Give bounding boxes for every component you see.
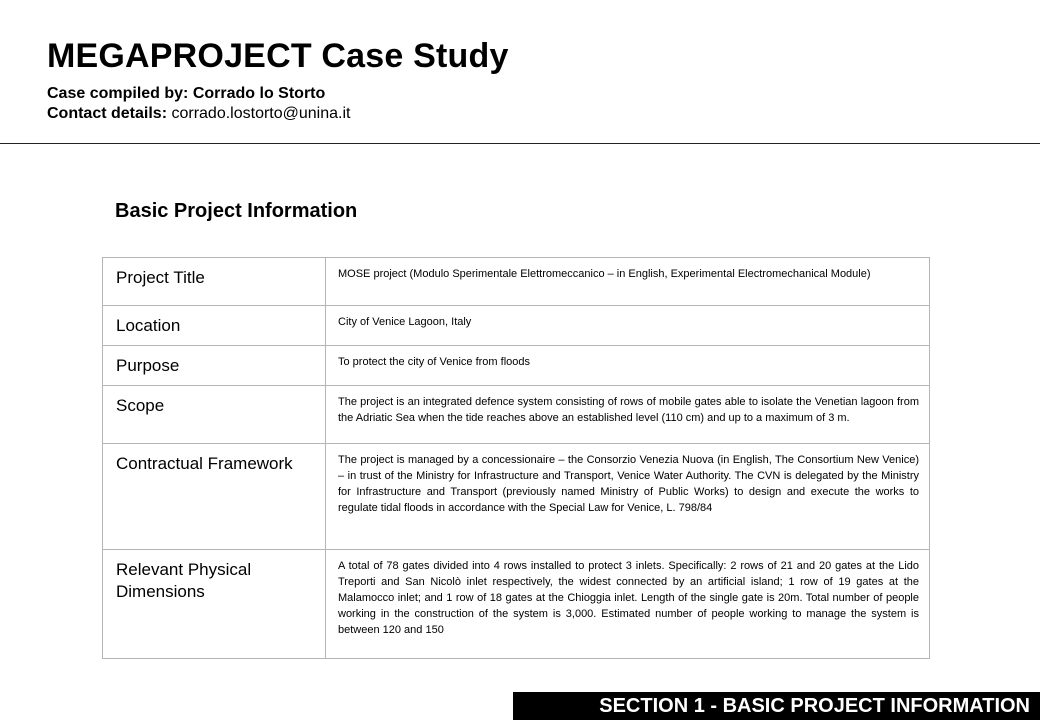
project-info-table <box>102 257 930 659</box>
table-row <box>103 306 930 346</box>
table-row <box>103 258 930 306</box>
table-row <box>103 444 930 550</box>
table-row <box>103 550 930 659</box>
contact-value: corrado.lostorto@unina.it <box>171 105 351 122</box>
compiled-by-value: Corrado lo Storto <box>192 85 326 102</box>
row-value-physical-dimensions: A total of 78 gates divided into 4 rows installed to protect 3 inlets. Specifically: 2 rows of 21 and 20 gates at the Lido Treporti and San Nicolò inlet respectively, the widest connected by an artificial island; 1 row of 19 gates at the Malamocco inlet; and 1 row of 18 gates at the Chioggia inlet. Length of the single gate is 20m. Total number of people working in the construction of the system is 3,000. Estimated number of people working to manage the system is between 120 and 150 <box>326 550 930 659</box>
header-divider <box>0 143 1040 144</box>
row-value-purpose: To protect the city of Venice from floods <box>326 346 930 386</box>
row-label-physical-dimensions: Relevant Physical Dimensions <box>103 550 326 659</box>
row-value-location: City of Venice Lagoon, Italy <box>326 306 930 346</box>
row-label-contractual-framework: Contractual Framework <box>103 444 326 550</box>
table-row <box>103 386 930 444</box>
row-label-project-title: Project Title <box>103 258 326 306</box>
section-footer-bar: SECTION 1 - BASIC PROJECT INFORMATION <box>513 692 1040 720</box>
table-row <box>103 346 930 386</box>
compiled-by-line <box>47 84 509 104</box>
row-label-purpose: Purpose <box>103 346 326 386</box>
contact-label: Contact details: <box>47 105 168 122</box>
page-title: MEGAPROJECT Case Study <box>47 37 509 75</box>
row-value-contractual-framework: The project is managed by a concessionaire – the Consorzio Venezia Nuova (in English, The Consortium New Venice) – in trust of the Ministry for Infrastructure and Transport, Venice Water Authority. The CVN is delegated by the Ministry for Infrastructure and Transport (previously named Ministry of Public Works) to design and execute the works to regulate tidal floods in accordance with the Special Law for Venice, L. 798/84 <box>326 444 930 550</box>
contact-line <box>47 104 509 124</box>
row-label-location: Location <box>103 306 326 346</box>
section-heading: Basic Project Information <box>115 200 358 222</box>
row-value-scope: The project is an integrated defence system consisting of rows of mobile gates able to isolate the Venetian lagoon from the Adriatic Sea when the tide reaches above an established level (110 cm) and up to a maximum of 3 m. <box>326 386 930 444</box>
row-value-project-title: MOSE project (Modulo Sperimentale Elettromeccanico – in English, Experimental Electromechanical Module) <box>326 258 930 306</box>
row-label-scope: Scope <box>103 386 326 444</box>
compiled-by-label: Case compiled by: <box>47 85 189 102</box>
document-header <box>47 36 509 124</box>
